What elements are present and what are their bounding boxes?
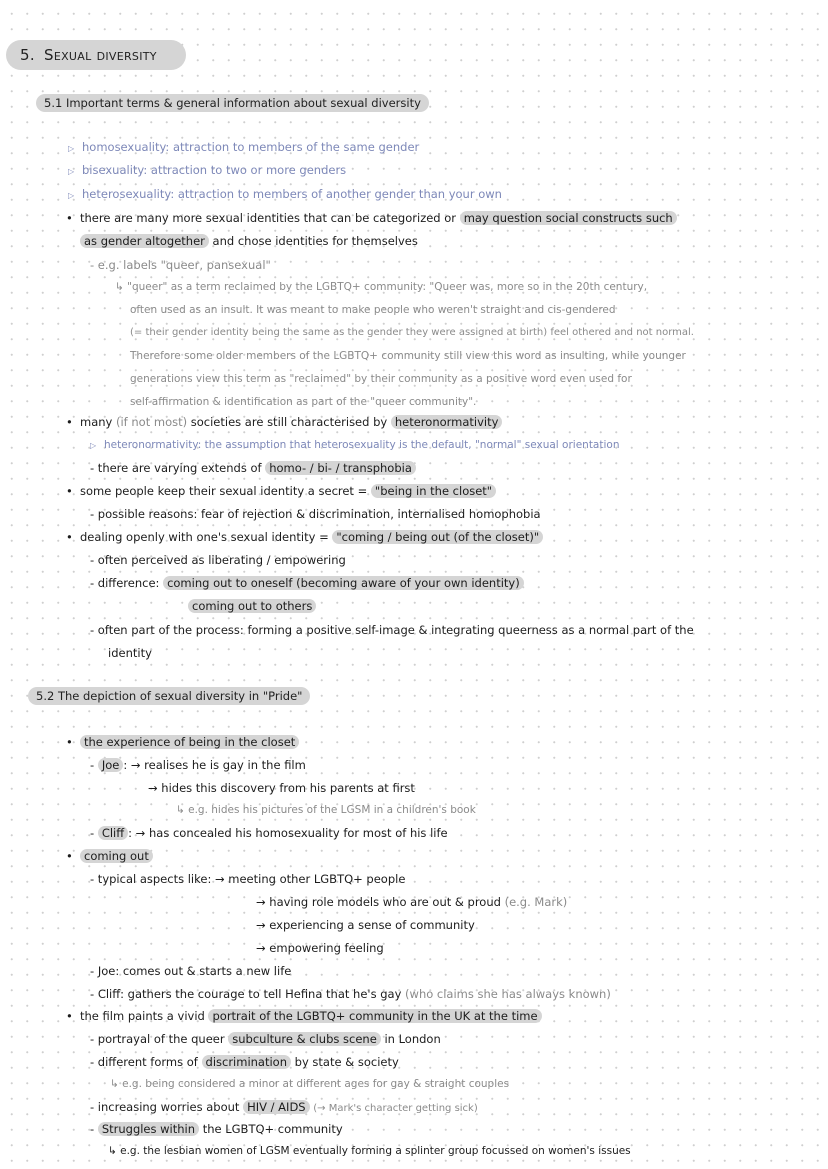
note-line: - possible reasons: fear of rejection & discrimination, internalised homophobia [90,507,541,521]
subsection-title-2: 5.2 The depiction of sexual diversity in "Pride" [28,687,310,705]
section-title-text: Sexual diversity [44,46,157,64]
bullet-icon: • [66,849,73,863]
example-line: ↳ e.g. being considered a minor at different ages for gay & straight couples [110,1078,510,1090]
quote-line: ↳ "queer" as a term reclaimed by the LGBTQ+ community: "Queer was, more so in the 20th century, [115,281,648,293]
quote-line: generations view this term as "reclaimed" by their community as a positive word even used for [130,373,632,385]
note-line: • many (if not most) societies are still characterised by heteronormativity [66,414,502,430]
definition-line: ▷ heteronormativity: the assumption that heterosexuality is the default, "normal" sexual orientation [90,437,619,454]
bullet-icon: • [66,211,73,225]
example-line: - e.g. labels "queer, pansexual" [90,258,271,272]
note-line: - difference: coming out to oneself (becoming aware of your own identity) [90,575,524,591]
note-line: • some people keep their sexual identity a secret = "being in the closet" [66,483,496,499]
quote-line: (= their gender identity being the same as the gender they were assigned at birth) feel othered and not normal. [130,327,694,338]
example-line: ↳ e.g. hides his pictures of the LGSM in a children's book [176,804,476,816]
triangle-bullet-icon: ▷ [68,191,75,200]
bullet-icon: • [66,415,73,429]
quote-line: Therefore some older members of the LGBTQ+ community still view this word as insulting, while younger [130,350,686,362]
note-line: → experiencing a sense of community [256,918,475,932]
section-number: 5. [20,46,35,64]
note-line: coming out to others [188,598,316,614]
definition-line: ▷ homosexuality: attraction to members of the same gender [68,139,419,157]
triangle-bullet-icon: ▷ [90,441,97,450]
quote-line: often used as an insult. It was meant to make people who weren't straight and cis-gendered [130,304,616,316]
note-line: - Joe: comes out & starts a new life [90,964,292,978]
note-line: - portrayal of the queer subculture & clubs scene in London [90,1032,441,1046]
bullet-icon: • [66,530,73,544]
definition-line: ▷ bisexuality: attraction to two or more genders [68,162,346,180]
note-line: - increasing worries about HIV / AIDS (→ Mark's character getting sick) [90,1100,478,1114]
note-line: identity [108,646,152,660]
note-line: - there are varying extends of homo- / bi- / transphobia [90,460,416,476]
note-line: → having role models who are out & proud (e.g. Mark) [256,895,568,909]
note-line: → empowering feeling [256,941,384,955]
note-line: → hides this discovery from his parents at first [148,781,415,795]
note-line: - Joe : → realises he is gay in the film [90,758,306,772]
note-line: - Cliff: gathers the courage to tell Hefina that he's gay (who claims she has always known) [90,987,611,1001]
subsection-title-1: 5.1 Important terms & general information about sexual diversity [36,94,429,112]
triangle-bullet-icon: ▷ [68,167,75,176]
note-line: • coming out [66,848,153,864]
note-line: as gender altogether and chose identities for themselves [80,233,418,249]
bullet-icon: • [66,735,73,749]
section-title [6,40,186,70]
triangle-bullet-icon: ▷ [68,144,75,153]
note-line: • dealing openly with one's sexual identity = "coming / being out (of the closet)" [66,529,543,545]
note-line: • the experience of being in the closet [66,734,299,750]
note-line: • the film paints a vivid portrait of the LGBTQ+ community in the UK at the time [66,1008,542,1024]
note-line: • there are many more sexual identities that can be categorized or may question social constructs such [66,210,677,226]
note-line: - often part of the process: forming a positive self-image & integrating queerness as a normal part of the [90,623,694,637]
example-line: ↳ e.g. the lesbian women of LGSM eventually forming a splinter group focussed on women's issues [108,1145,631,1157]
bullet-icon: • [66,1009,73,1023]
quote-line: self-affirmation & identification as part of the "queer community". [130,396,477,408]
note-line: - different forms of discrimination by state & society [90,1055,399,1069]
note-line: - Cliff : → has concealed his homosexuality for most of his life [90,826,448,840]
note-line: - Struggles within the LGBTQ+ community [90,1122,343,1136]
note-line: - often perceived as liberating / empowering [90,553,346,567]
definition-line: ▷ heterosexuality: attraction to members of another gender than your own [68,186,502,204]
bullet-icon: • [66,484,73,498]
note-line: - typical aspects like: → meeting other LGBTQ+ people [90,872,406,886]
